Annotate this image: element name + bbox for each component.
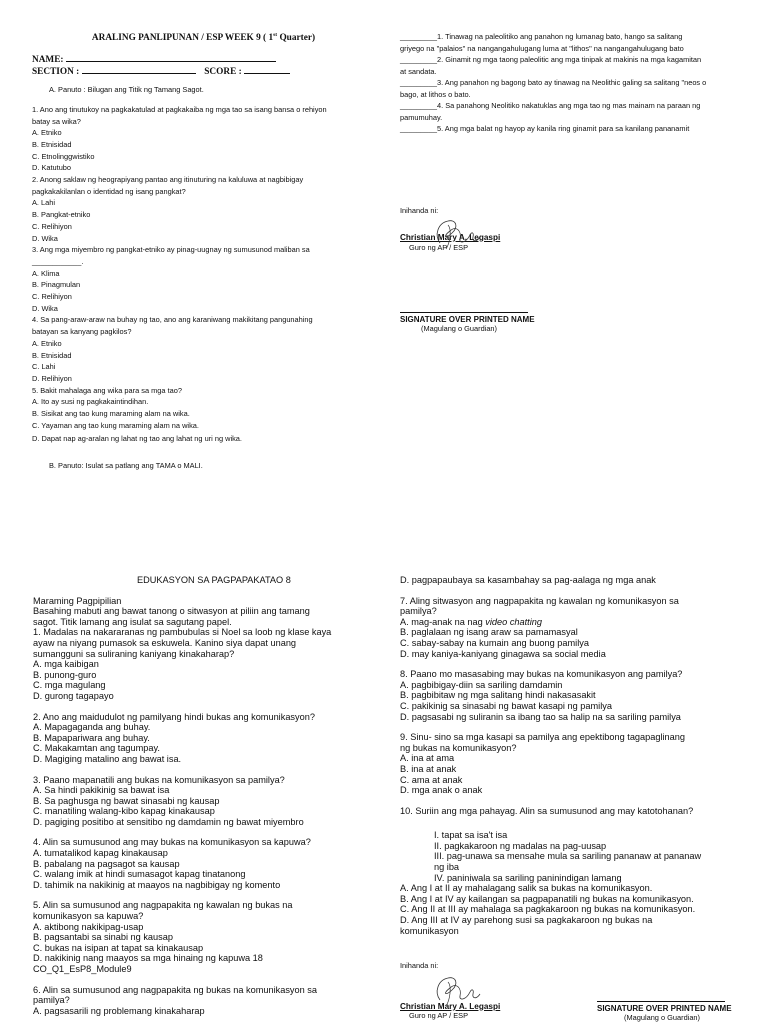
answer-option: B. Sa paghusga ng bawat sinasabi ng kausap — [33, 795, 220, 806]
question-line: ng bukas na komunikasyon? — [400, 742, 517, 753]
answer-option: B. Etnisidad — [32, 350, 72, 360]
answer-option: A. tumatalikod kapag kinakausap — [33, 848, 168, 859]
teacher-role: Guro ng AP / ESP — [409, 1010, 469, 1020]
guardian-signature-block-top — [400, 312, 540, 334]
answer-option: B. Sisikat ang tao kung maraming alam na wika. — [32, 409, 190, 419]
answer-option: A. mga kaibigan — [33, 659, 99, 670]
question-line: 1. Ano ang tinutukoy na pagkakatulad at pagkakaiba ng mga tao sa isang bansa o rehiyon — [32, 104, 327, 114]
answer-option: C. Lahi — [32, 362, 56, 372]
true-false-item: _________4. Sa panahong Neolitiko nakatuklas ang mga tao ng mas mainam na paraan ng — [400, 101, 701, 110]
score-blank[interactable] — [244, 65, 290, 74]
esp8-title: EDUKASYON SA PAGPAPAKATAO 8 — [137, 575, 291, 585]
signature-label: SIGNATURE OVER PRINTED NAME — [597, 1004, 732, 1013]
question-line: pamilya? — [400, 606, 437, 617]
answer-option: A. mag-anak na nag video chatting — [400, 616, 542, 627]
true-false-item: at sandata. — [400, 66, 437, 76]
answer-option: D. Katutubo — [32, 163, 72, 173]
question-line: 10. Suriin ang mga pahayag. Alin sa sumusunod ang may katotohanan? — [400, 805, 694, 816]
answer-option: D. tahimik na nakikinig at maayos na nagbibigay ng komento — [33, 879, 281, 890]
answer-option: A. Lahi — [32, 198, 56, 208]
teacher-name: Christian Mary A. Legaspi — [400, 232, 501, 242]
question-line: 5. Bakit mahalaga ang wika para sa mga tao? — [32, 385, 182, 395]
true-false-item: griyego na "palaios" na nangangahulugang luma at "lithos" na nangangahulugang bato — [400, 43, 684, 53]
answer-option: C. Ang II at III ay mahalaga sa pagkakaroon ng bukas na komunikasyon. — [400, 904, 696, 915]
answer-option: B. Ang I at IV ay kailangan sa pagpapanatili ng bukas na komunikasyon. — [400, 893, 694, 904]
quiz-ap-esp — [32, 32, 367, 472]
question-line: pamilya? — [33, 995, 70, 1006]
question-line: 3. Paano mapanatili ang bukas na komunikasyon sa pamilya? — [33, 774, 285, 785]
true-false-items — [400, 31, 745, 135]
question-line: batay sa wika? — [32, 116, 81, 126]
answer-option: B. pagbibitaw ng mga salitang hindi nakasasakit — [400, 690, 596, 701]
signature-line[interactable] — [597, 1001, 725, 1002]
answer-option: D. Wika — [32, 303, 58, 313]
answer-option: B. pabalang na pagsagot sa kausap — [33, 858, 180, 869]
answer-option: C. Yayaman ang tao kung maraming alam na wika. — [32, 420, 199, 430]
statement: II. pagkakaroon ng madalas na pag-uusap — [434, 840, 607, 851]
question-line: 1. Madalas na nakararanas ng pambubulas si Noel sa loob ng klase kaya — [33, 627, 332, 638]
answer-option: A. Sa hindi pakikinig sa bawat isa — [33, 785, 170, 796]
answer-option: D. Wika — [32, 233, 58, 243]
name-blank[interactable] — [66, 53, 276, 62]
prepared-by-label: Inihanda ni: — [400, 206, 439, 215]
question-list — [32, 104, 367, 445]
question-line: ____________. — [32, 256, 84, 266]
answer-option: A. Etniko — [32, 128, 62, 138]
answer-option: D. Relihiyon — [32, 373, 72, 383]
true-false-item: _________1. Tinawag na paleolitiko ang panahon ng lumanag bato, hango sa salitang — [400, 32, 683, 41]
answer-option: B. punong-guro — [33, 669, 97, 680]
question-line: komunikasyon sa kapuwa? — [33, 911, 144, 922]
true-false-item: _________5. Ang mga balat ng hayop ay kanila ring ginamit para sa kanilang pananamit — [400, 124, 690, 133]
question-line: sumangguni sa suliraning kaniyang kinakaharap? — [33, 648, 235, 659]
question-line: 5. Alin sa sumusunod ang nagpapakita ng kawalan ng bukas na — [33, 900, 293, 911]
true-false-item: bago, at lithos o bato. — [400, 89, 471, 99]
answer-option: D. nakikinig nang maayos sa mga hinaing ng kapuwa 18 — [33, 953, 263, 964]
statement: ng iba — [434, 862, 460, 873]
signature-sublabel: (Magulang o Guardian) — [624, 1013, 701, 1022]
signature-sublabel: (Magulang o Guardian) — [421, 324, 498, 333]
true-false-section — [400, 31, 745, 135]
answer-option: C. bukas na isipan at tapat sa kinakausap — [33, 942, 204, 953]
instruction-line: sagot. Titik lamang ang isulat sa sagutang papel. — [33, 616, 232, 627]
answer-option: D. Magiging matalino ang bawat isa. — [33, 753, 182, 764]
module-code: CO_Q1_EsP8_Module9 — [33, 964, 132, 974]
section-score-line: SECTION : SCORE : — [32, 65, 367, 77]
question-line: 3. Ang mga miyembro ng pangkat-etniko ay pinag-uugnay ng sumusunod maliban sa — [32, 245, 310, 255]
statement: I. tapat sa isa't isa — [434, 830, 508, 841]
section-heading: Maraming Pagpipilian — [33, 595, 122, 606]
question-line: 4. Alin sa sumusunod ang may bukas na komunikasyon sa kapuwa? — [33, 837, 311, 848]
answer-option: A. Ang I at II ay mahalagang salik sa bukas na komunikasyon. — [400, 883, 653, 894]
answer-option: B. Etnisidad — [32, 139, 72, 149]
esp8-section-continued — [400, 575, 750, 936]
answer-option: C. Makakamtan ang tagumpay. — [33, 743, 160, 754]
answer-option: D. pagsasabi ng suliranin sa ibang tao sa halip na sa sariling pamilya — [400, 711, 681, 722]
prepared-by-label: Inihanda ni: — [400, 961, 439, 970]
question-line: 2. Anong saklaw ng heograpiyang pantao ang itinuturing na kaluluwa at nagbibigay — [32, 175, 304, 185]
answer-option: C. manatiling walang-kibo kapag kinakausap — [33, 806, 215, 817]
answer-option: A. Ito ay susi ng pagkakaintindihan. — [32, 397, 149, 407]
answer-option: A. Etniko — [32, 338, 62, 348]
question-line: batayan sa kanyang pagkilos? — [32, 327, 132, 337]
answer-option: A. aktibong nakikipag-usap — [33, 921, 144, 932]
answer-option: A. Mapagaganda ang buhay. — [33, 722, 151, 733]
answer-option: A. Klima — [32, 268, 60, 278]
statement: III. pag-unawa sa mensahe mula sa sariling pananaw at pananaw — [434, 851, 702, 862]
prepared-by-block-bottom — [400, 960, 550, 1021]
answer-option: B. Pinagmulan — [32, 280, 81, 290]
question-line: ayaw na niyang pumasok sa eskuwela. Kanino siya dapat unang — [33, 637, 297, 648]
question-line: pagkakakilanlan o identidad ng isang pangkat? — [32, 186, 186, 196]
prepared-by-block-top — [400, 205, 550, 253]
section-blank[interactable] — [82, 65, 196, 74]
teacher-role: Guro ng AP / ESP — [409, 242, 469, 252]
answer-option: A. ina at ama — [400, 753, 455, 764]
question-line: 2. Ano ang maidudulot ng pamilyang hindi bukas ang komunikasyon? — [33, 711, 315, 722]
statement: IV. paniniwala sa sariling paninindigan lamang — [434, 872, 622, 883]
answer-option: C. pakikinig sa sinasabi ng bawat kasapi ng pamilya — [400, 700, 612, 711]
answer-option: D. gurong tagapayo — [33, 690, 114, 701]
answer-option: D. Ang III at IV ay parehong susi sa pagkakaroon ng bukas na — [400, 915, 653, 926]
question-line: 7. Aling sitwasyon ang nagpapakita ng kawalan ng komunikasyon sa — [400, 595, 679, 606]
answer-option: C. mga magulang — [33, 680, 106, 691]
answer-option: A. pagsasarili ng problemang kinakaharap — [33, 1005, 205, 1016]
teacher-name: Christian Mary A. Legaspi — [400, 1001, 501, 1011]
esp8-questions-continued — [400, 575, 750, 936]
answer-option: C. Relihiyon — [32, 292, 72, 302]
signature-line[interactable] — [400, 312, 528, 313]
answer-option: B. pagsantabi sa sinabi ng kausap — [33, 932, 173, 943]
esp8-questions — [33, 596, 378, 1017]
answer-option: D. mga anak o anak — [400, 785, 483, 796]
answer-option: D. may kaniya-kaniyang ginagawa sa social media — [400, 648, 606, 659]
question-line: 4. Sa pang-araw-araw na buhay ng tao, ano ang karaniwang makikitang pangunahing — [32, 315, 313, 325]
answer-option: C. walang imik at hindi sumasagot kapag tinatanong — [33, 869, 246, 880]
answer-option: D. Dapat nap ag-aralan ng lahat ng tao ang lahat ng uri ng wika. — [32, 434, 242, 444]
signature-scribble — [426, 213, 486, 253]
answer-option: C. Etnolinggwistiko — [32, 151, 95, 161]
answer-option: B. Mapapariwara ang buhay. — [33, 732, 150, 743]
answer-option: C. Relihiyon — [32, 221, 72, 231]
question-line: 6. Alin sa sumusunod ang nagpapakita ng bukas na komunikasyon sa — [33, 984, 317, 995]
true-false-item: pamumuhay. — [400, 112, 443, 122]
instruction-b: B. Panuto: Isulat sa patlang ang TAMA o MALI. — [49, 461, 203, 471]
answer-option: D. pagpapaubaya sa kasambahay sa pag-aalaga ng mga anak — [400, 575, 656, 585]
answer-option: D. pagiging positibo at sensitibo ng damdamin ng bawat miyembro — [33, 816, 304, 827]
true-false-item: _________3. Ang panahon ng bagong bato ay tinawag na Neolithic galing sa salitang "neos o — [400, 78, 707, 87]
question-line: 9. Sinu- sino sa mga kasapi sa pamilya ang epektibong tagapaglinang — [400, 732, 686, 743]
signature-label: SIGNATURE OVER PRINTED NAME — [400, 315, 535, 324]
signature-scribble — [426, 970, 486, 1010]
guardian-signature-block-bottom — [597, 1001, 737, 1023]
instruction-line: Basahing mabuti ang bawat tanong o sitwasyon at piliin ang tamang — [33, 606, 310, 617]
answer-option: B. ina at anak — [400, 763, 457, 774]
question-line: 8. Paano mo masasabing may bukas na komunikasyon ang pamilya? — [400, 669, 683, 680]
answer-option: komunikasyon — [400, 925, 459, 936]
answer-option: B. Pangkat-etniko — [32, 210, 91, 220]
answer-option: A. pagbibigay-diin sa sariling damdamin — [400, 679, 563, 690]
statement-list — [400, 830, 750, 883]
name-line: NAME: — [32, 53, 367, 65]
quiz-title: ARALING PANLIPUNAN / ESP WEEK 9 ( 1st Quarter) — [91, 32, 316, 44]
answer-option: B. paglalaan ng isang araw sa pamamasyal — [400, 627, 578, 638]
answer-option: C. ama at anak — [400, 774, 463, 785]
answer-option: C. sabay-sabay na kumain ang buong pamilya — [400, 637, 589, 648]
instruction-a: A. Panuto : Bilugan ang Titik ng Tamang Sagot. — [49, 85, 204, 95]
true-false-item: _________2. Ginamit ng mga taong paleolitic ang mga tinipak at makinis na mga kagamitan — [400, 55, 702, 64]
esp8-section — [33, 575, 378, 1016]
